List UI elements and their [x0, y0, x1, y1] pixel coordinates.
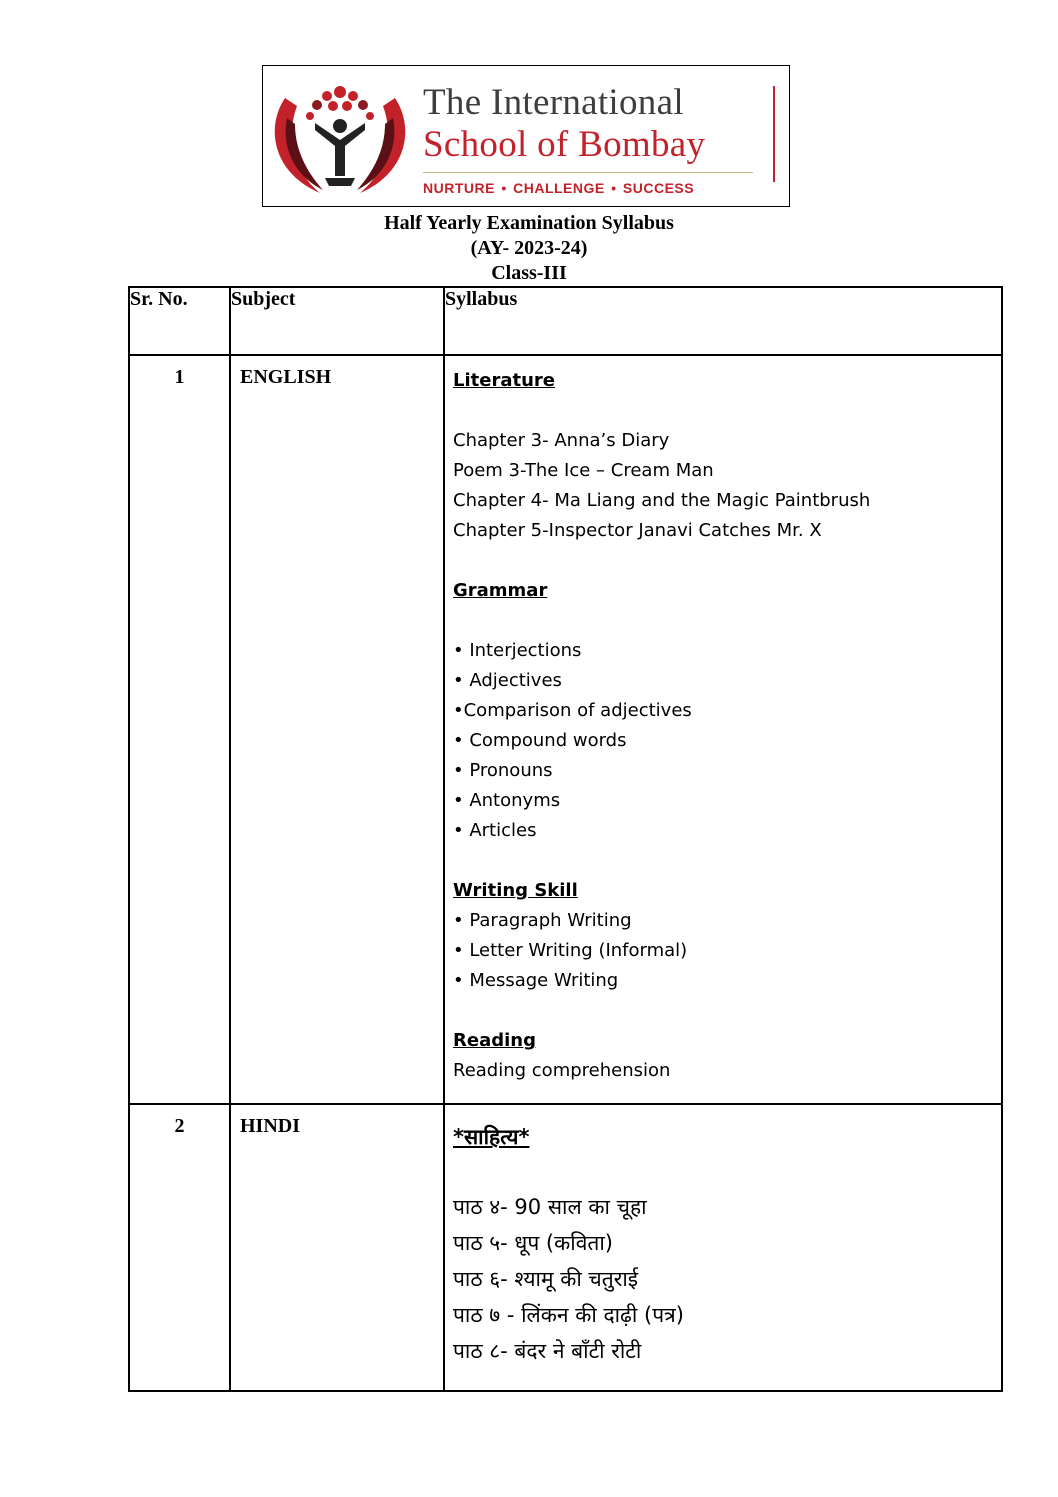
list-item: Reading comprehension — [453, 1060, 671, 1081]
section-title: Grammar — [453, 580, 548, 601]
list-item: •Comparison of adjectives — [453, 700, 692, 721]
exam-title: Half Yearly Examination Syllabus — [384, 212, 674, 234]
section-title: *साहित्य* — [453, 1125, 530, 1149]
list-item: • Articles — [453, 820, 537, 841]
subject-cell: ENGLISH — [230, 355, 444, 1104]
table-row — [129, 355, 1002, 1104]
logo-divider — [773, 86, 775, 182]
list-item: Chapter 4- Ma Liang and the Magic Paintbrush — [453, 490, 871, 511]
list-item: • Message Writing — [453, 970, 619, 991]
list-item: • Letter Writing (Informal) — [453, 940, 688, 961]
syllabus-table — [128, 286, 1003, 1392]
list-item: • Interjections — [453, 640, 582, 661]
list-item: Chapter 5-Inspector Janavi Catches Mr. X — [453, 520, 822, 541]
subject-cell: HINDI — [230, 1104, 444, 1391]
list-item: पाठ ७ - लिंकन की दाढ़ी (पत्र) — [453, 1303, 684, 1327]
section-title: Literature — [453, 370, 555, 391]
list-item: • Antonyms — [453, 790, 561, 811]
class-label: Class-III — [491, 262, 567, 284]
table-row — [129, 1104, 1002, 1391]
syllabus-cell — [444, 1104, 1002, 1391]
list-item: पाठ ८- बंदर ने बाँटी रोटी — [453, 1339, 642, 1363]
list-item: Poem 3-The Ice – Cream Man — [453, 460, 714, 481]
logo-rule — [423, 172, 753, 173]
list-item: पाठ ६- श्यामू की चतुराई — [453, 1267, 639, 1291]
header-sr-no: Sr. No. — [129, 287, 230, 355]
list-item: • Paragraph Writing — [453, 910, 632, 931]
section-title: Reading — [453, 1030, 536, 1051]
school-emblem-icon — [265, 78, 415, 198]
list-item: • Compound words — [453, 730, 627, 751]
header-subject: Subject — [230, 287, 444, 355]
list-item: पाठ ४- 90 साल का चूहा — [453, 1195, 647, 1219]
academic-year: (AY- 2023-24) — [470, 237, 588, 259]
sr-no-cell: 1 — [129, 355, 230, 1104]
document-heading — [0, 211, 1058, 286]
table-header-row — [129, 287, 1002, 355]
school-logo — [262, 65, 790, 207]
list-item: • Pronouns — [453, 760, 553, 781]
sr-no-cell: 2 — [129, 1104, 230, 1391]
header-syllabus: Syllabus — [444, 287, 1002, 355]
list-item: पाठ ५- धूप (कविता) — [453, 1231, 613, 1255]
school-tagline: NURTURE • CHALLENGE • SUCCESS — [423, 180, 695, 196]
syllabus-cell — [444, 355, 1002, 1104]
school-name-line2: School of Bombay — [423, 124, 706, 165]
school-name — [423, 82, 705, 166]
section-title: Writing Skill — [453, 880, 578, 901]
list-item: Chapter 3- Anna’s Diary — [453, 430, 670, 451]
list-item: • Adjectives — [453, 670, 562, 691]
school-name-line1: The International — [423, 82, 684, 123]
